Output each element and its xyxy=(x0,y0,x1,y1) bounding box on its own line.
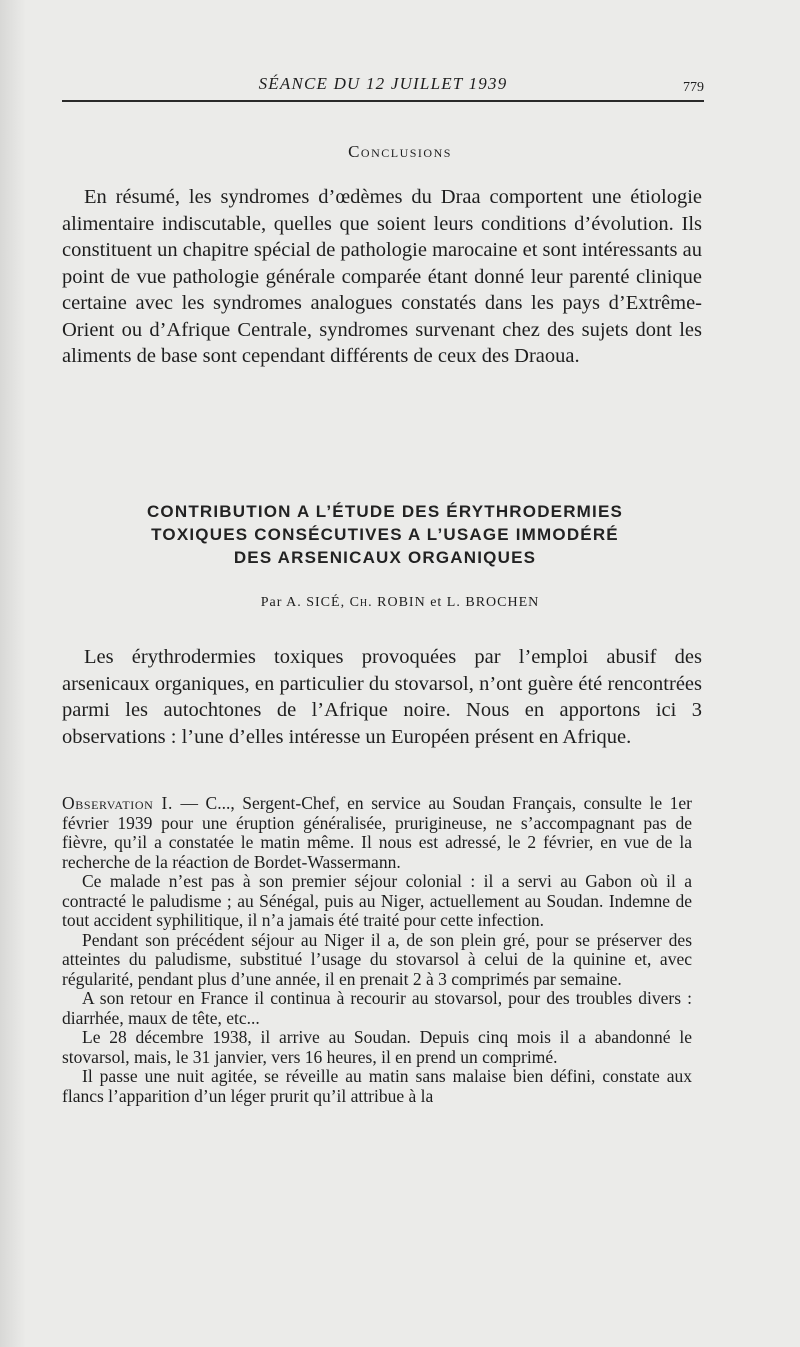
article-title xyxy=(90,500,680,569)
header-rule xyxy=(62,100,704,102)
running-head xyxy=(62,74,704,100)
observation-paragraph-2: Ce malade n’est pas à son premier séjour colonial : il a servi au Gabon où il a contracté le paludisme ; au Sénégal, puis au Niger, actuellement au Soudan. Indemne de tout accident syphilitique, il n’a jamais été traité pour cette infection. xyxy=(62,871,692,930)
page-gutter-shadow xyxy=(0,0,26,1347)
observation-text-1: — C..., Sergent-Chef, en service au Soudan Français, consulte le 1er février 1939 pour une éruption généralisée, prurigineuse, ne s’accompagnant pas de fièvre, qu’il a constatée le matin même. Il nous est adressé, le 2 février, en vue de la recherche de la réaction de Bordet-Wassermann. xyxy=(62,793,693,872)
observation-label: Observation I. xyxy=(62,793,173,813)
observation-paragraph-5: Le 28 décembre 1938, il arrive au Soudan. Depuis cinq mois il a abandonné le stovarsol, mais, le 31 janvier, vers 16 heures, il en prend un comprimé. xyxy=(62,1027,692,1067)
article-title-line-1: CONTRIBUTION A L’ÉTUDE DES ÉRYTHRODERMIES xyxy=(146,502,624,521)
observation-paragraph-6: Il passe une nuit agitée, se réveille au matin sans malaise bien défini, constate aux flancs l’apparition d’un léger prurit qu’il attribue à la xyxy=(62,1066,692,1106)
article-title-line-2: TOXIQUES CONSÉCUTIVES A L’USAGE IMMODÉRÉ xyxy=(151,525,619,544)
article-title-line-3: DES ARSENICAUX ORGANIQUES xyxy=(233,548,537,567)
observation-paragraph-4: A son retour en France il continua à recourir au stovarsol, pour des troubles divers : diarrhée, maux de tête, etc... xyxy=(62,988,692,1028)
article-authors xyxy=(0,595,800,611)
conclusions-heading: Conclusions xyxy=(348,142,452,161)
article-intro-paragraph: Les érythrodermies toxiques provoquées par l’emploi abusif des arsenicaux organiques, en particulier du stovarsol, n’ont guère été rencontrées parmi les autochtones de l’Afrique noire. Nous en apportons ici 3 observations : l’une d’elles intéresse un Européen présent en Afrique. xyxy=(62,646,702,748)
page-number: 779 xyxy=(683,80,704,95)
authors-abbrev: Ch. xyxy=(349,595,373,610)
conclusions-paragraph: En résumé, les syndromes d’œdèmes du Draa comportent une étiologie alimentaire indiscutable, quelles que soient leurs conditions d’évolution. Ils constituent un chapitre spécial de pathologie marocaine et sont intéressants au point de vue pathologie générale comparée étant donné leur parenté clinique certaine avec les syndromes analogues constatés dans les pays d’Extrême-Orient ou d’Afrique Centrale, syndromes survenant chez des sujets dont les aliments de base sont cependant différents de ceux des Draoua. xyxy=(62,186,702,367)
authors-rest: ROBIN et L. BROCHEN xyxy=(377,595,540,610)
authors-prefix: Par A. SICÉ, xyxy=(260,595,346,610)
observation-block xyxy=(62,794,692,1106)
running-head-title: SÉANCE DU 12 JUILLET 1939 xyxy=(258,74,508,93)
observation-paragraph-3: Pendant son précédent séjour au Niger il a, de son plein gré, pour se préserver des atteintes du paludisme, substitué l’usage du stovarsol à celui de la quinine et, avec régularité, pendant plus d’une année, il en prenait 2 à 3 comprimés par semaine. xyxy=(62,929,692,989)
observation-paragraph-1 xyxy=(62,794,692,872)
